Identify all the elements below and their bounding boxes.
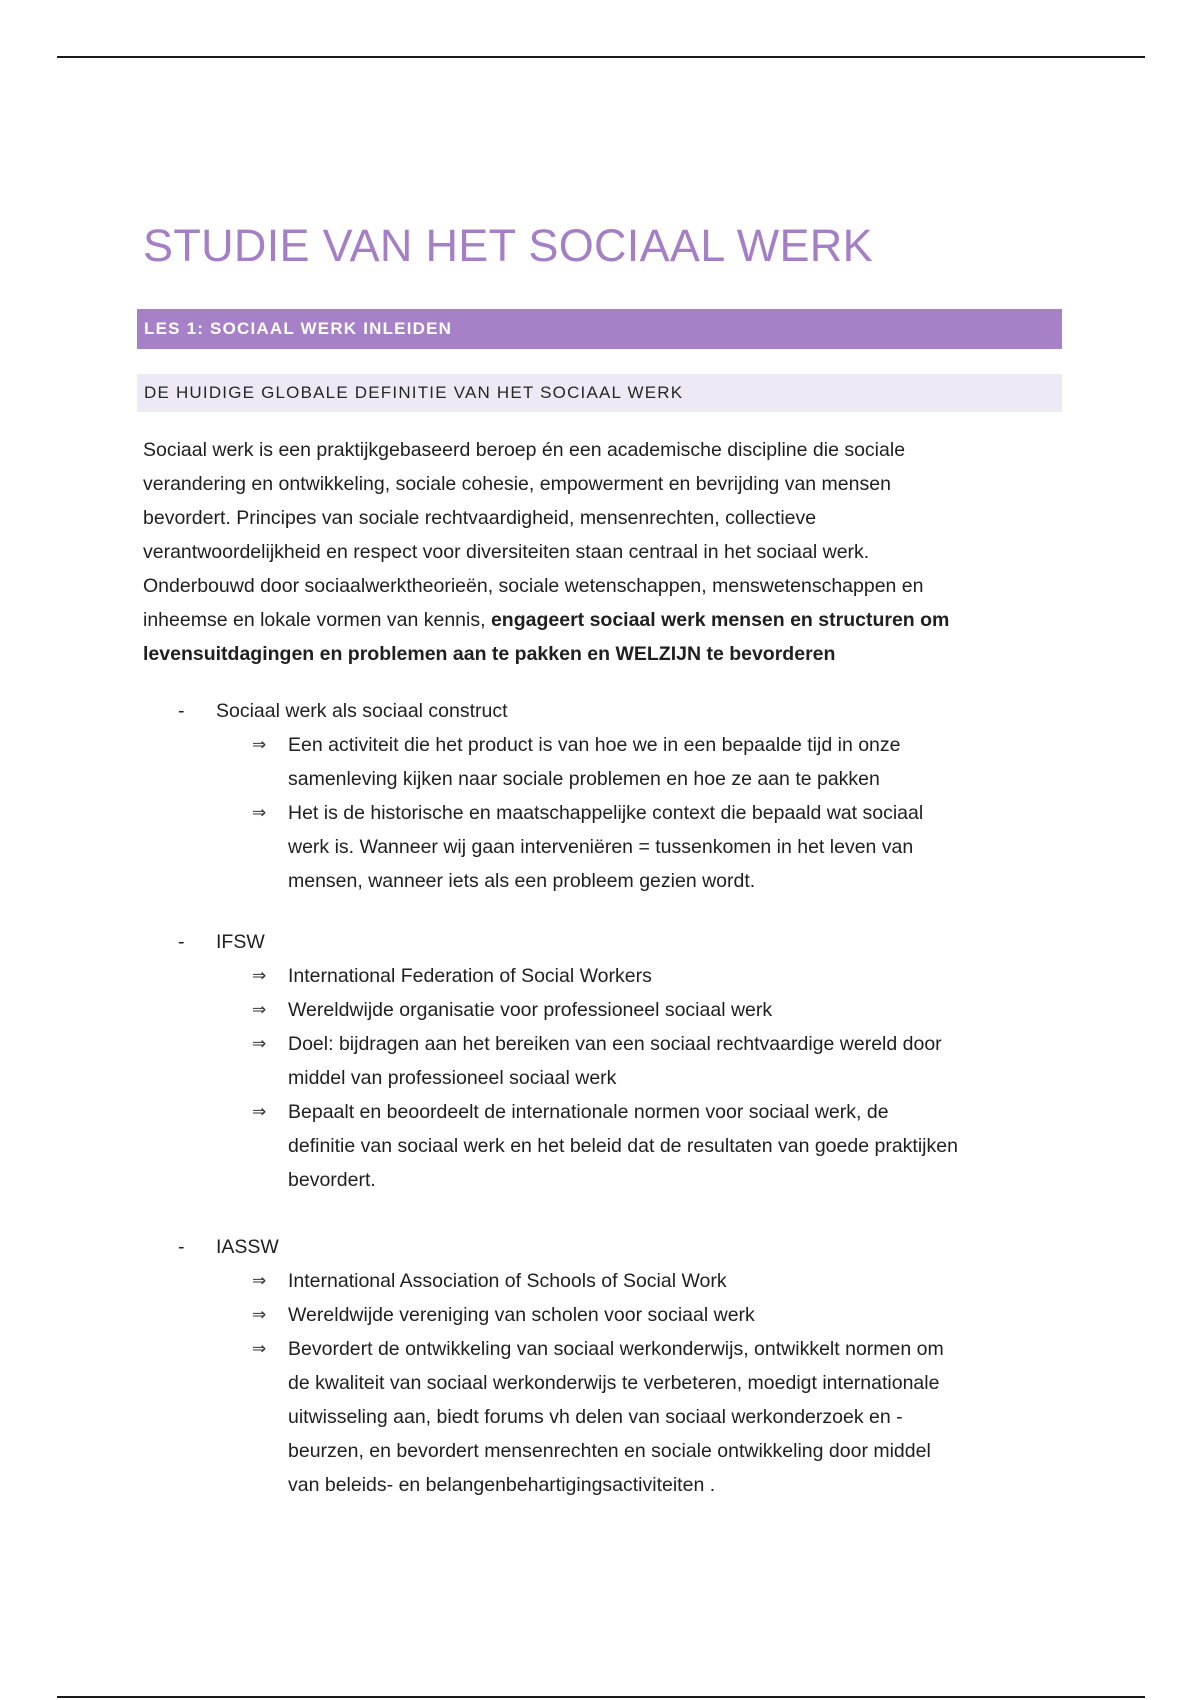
top-rule xyxy=(57,56,1145,58)
bullet-ifsw xyxy=(178,925,265,959)
sub-item-line: Het is de historische en maatschappelijke context die bepaald wat sociaal xyxy=(288,802,924,824)
document-title: STUDIE VAN HET SOCIAAL WERK xyxy=(143,220,873,271)
dash-marker: - xyxy=(178,1236,185,1258)
sub-item-line: Een activiteit die het product is van hoe we in een bepaalde tijd in onze xyxy=(288,734,901,756)
sub-item xyxy=(252,1298,1072,1332)
arrow-icon: ⇒ xyxy=(252,735,267,754)
sub-item xyxy=(252,1264,1072,1298)
sub-item-line: uitwisseling aan, biedt forums vh delen van sociaal werkonderzoek en - xyxy=(288,1406,903,1428)
heading-definition: DE HUIDIGE GLOBALE DEFINITIE VAN HET SOCIAAL WERK xyxy=(137,374,1062,412)
sub-item-line: de kwaliteit van sociaal werkonderwijs te verbeteren, moedigt internationale xyxy=(288,1372,940,1394)
intro-bold-text: engageert sociaal werk mensen en structuren om xyxy=(490,609,950,631)
arrow-icon: ⇒ xyxy=(252,803,267,822)
intro-line: verantwoordelijkheid en respect voor diversiteiten staan centraal in het sociaal werk. xyxy=(143,541,870,563)
sub-item-line: beurzen, en bevordert mensenrechten en sociale ontwikkeling door middel xyxy=(288,1440,931,1462)
heading-lesson: LES 1: SOCIAAL WERK INLEIDEN xyxy=(137,309,1062,349)
sub-item xyxy=(252,993,1072,1027)
bullet-label: IFSW xyxy=(216,931,265,953)
sub-item-line: Wereldwijde vereniging van scholen voor sociaal werk xyxy=(288,1304,755,1326)
intro-paragraph xyxy=(143,433,1068,671)
sub-item xyxy=(252,959,1072,993)
sub-item xyxy=(252,1332,1072,1502)
arrow-icon: ⇒ xyxy=(252,966,267,985)
sub-item-line: definitie van sociaal werk en het beleid dat de resultaten van goede praktijken xyxy=(288,1135,958,1157)
arrow-icon: ⇒ xyxy=(252,1305,267,1324)
bullet-social-construct xyxy=(178,694,508,728)
arrow-icon: ⇒ xyxy=(252,1000,267,1019)
sub-item-line: Bepaalt en beoordeelt de internationale normen voor sociaal werk, de xyxy=(288,1101,889,1123)
sub-item-line: van beleids- en belangenbehartigingsactiviteiten . xyxy=(288,1474,716,1496)
sub-item-line: Doel: bijdragen aan het bereiken van een sociaal rechtvaardige wereld door xyxy=(288,1033,942,1055)
arrow-icon: ⇒ xyxy=(252,1271,267,1290)
bottom-rule xyxy=(57,1696,1145,1698)
sub-item xyxy=(252,1027,1072,1095)
intro-line: Onderbouwd door sociaalwerktheorieën, sociale wetenschappen, menswetenschappen en xyxy=(143,575,924,597)
sub-item-line: samenleving kijken naar sociale problemen en hoe ze aan te pakken xyxy=(288,768,880,790)
sub-item-line: International Association of Schools of Social Work xyxy=(288,1270,727,1292)
arrow-icon: ⇒ xyxy=(252,1102,267,1121)
intro-bold-text: levensuitdagingen en problemen aan te pakken en WELZIJN te bevorderen xyxy=(143,643,836,665)
sub-item xyxy=(252,1095,1072,1197)
intro-line: Sociaal werk is een praktijkgebaseerd beroep én een academische discipline die sociale xyxy=(143,439,906,461)
sub-item-line: werk is. Wanneer wij gaan interveniëren = tussenkomen in het leven van xyxy=(288,836,914,858)
bullet-iassw xyxy=(178,1230,279,1264)
arrow-icon: ⇒ xyxy=(252,1034,267,1053)
intro-line-bold xyxy=(143,637,1068,671)
sub-item-line: mensen, wanneer iets als een probleem gezien wordt. xyxy=(288,870,756,892)
bullet-label: IASSW xyxy=(216,1236,279,1258)
sub-item-line: International Federation of Social Workers xyxy=(288,965,652,987)
intro-line: inheemse en lokale vormen van kennis, xyxy=(143,609,491,631)
dash-marker: - xyxy=(178,700,185,722)
dash-marker: - xyxy=(178,931,185,953)
sub-item xyxy=(252,796,1072,898)
intro-line-mixed xyxy=(143,603,1068,637)
sub-item-line: bevordert. xyxy=(288,1169,376,1191)
bullet-label: Sociaal werk als sociaal construct xyxy=(216,700,508,722)
intro-line: bevordert. Principes van sociale rechtvaardigheid, mensenrechten, collectieve xyxy=(143,507,817,529)
sub-item xyxy=(252,728,1072,796)
sub-item-line: middel van professioneel sociaal werk xyxy=(288,1067,617,1089)
intro-line: verandering en ontwikkeling, sociale cohesie, empowerment en bevrijding van mensen xyxy=(143,473,891,495)
sub-item-line: Bevordert de ontwikkeling van sociaal werkonderwijs, ontwikkelt normen om xyxy=(288,1338,944,1360)
arrow-icon: ⇒ xyxy=(252,1339,267,1358)
sub-item-line: Wereldwijde organisatie voor professioneel sociaal werk xyxy=(288,999,773,1021)
